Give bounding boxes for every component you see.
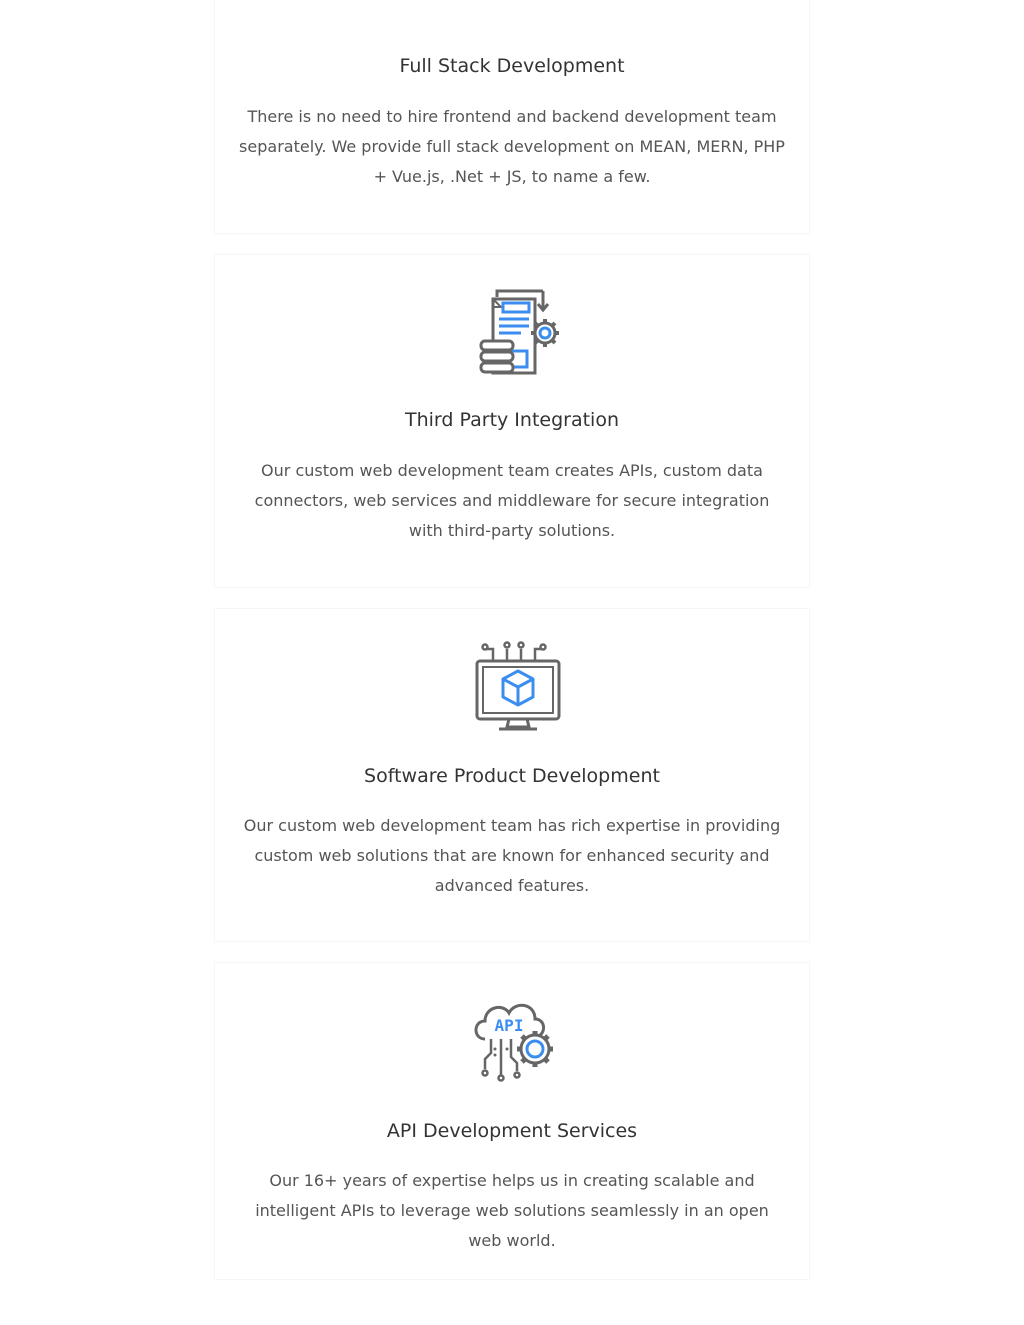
service-description: Our custom web development team creates APIs, custom data connectors, web services and middleware for secure integration with third-party solutions. (254, 461, 770, 540)
service-card-full-stack (214, 0, 810, 234)
monitor-cube-icon (463, 631, 563, 731)
service-title: API Development Services (386, 1120, 638, 1142)
service-card-software-product (214, 608, 810, 942)
service-title: Software Product Development (364, 765, 660, 787)
service-title: Third Party Integration (405, 409, 619, 431)
integration-document-gear-icon (463, 277, 563, 377)
service-card-third-party-integration (214, 254, 810, 588)
api-icon-label: API (494, 1016, 524, 1035)
service-description: Our 16+ years of expertise helps us in creating scalable and intelligent APIs to leverage web solutions seamlessly in an open web world. (255, 1171, 769, 1250)
service-description: There is no need to hire frontend and backend development team separately. We provide full stack development on MEAN, MERN, PHP + Vue.js, .Net + JS, to name a few. (239, 107, 785, 186)
service-title: Full Stack Development (399, 55, 625, 77)
service-card-api-development (214, 962, 810, 1280)
api-cloud-gear-icon (463, 983, 563, 1083)
service-description: Our custom web development team has rich expertise in providing custom web solutions that are known for enhanced security and advanced features. (243, 816, 781, 895)
